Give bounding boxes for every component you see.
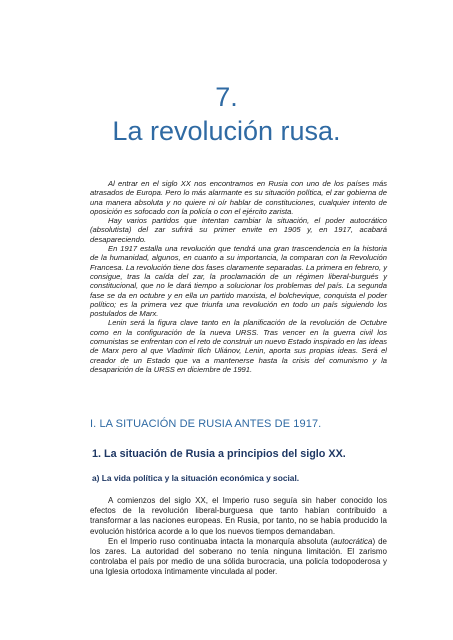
heading-level-2: a) La vida política y la situación económica y social. (92, 473, 300, 483)
chapter-number: 7. (215, 82, 238, 112)
heading-level-1: 1. La situación de Rusia a principios del siglo XX. (92, 448, 346, 460)
intro-paragraph: Al entrar en el siglo XX nos encontramos en Rusia con uno de los países más atrasados de Europa. Pero lo más alarmante es su situación política, el zar gobierna de una manera absoluta y no quiere ni oír hablar de constituciones, cualquier intento de oposición es sofocado con la policía o con el ejército zarista. (90, 179, 387, 216)
body-text-run: ) de los zares. La autoridad del soberano no tenía ninguna limitación. El zarismo controlaba el país por medio de una sólida burocracia, una policía todopoderosa y una Iglesia ortodoxa íntimamente vinculada al poder. (90, 536, 387, 577)
intro-paragraph: En 1917 estalla una revolución que tendrá una gran trascendencia en la historia de la humanidad, algunos, en cuanto a su importancia, la comparan con la Revolución Francesa. La revolución tiene dos fases claramente separadas. La primera en febrero, y consigue, tras la caída del zar, la proclamación de un régimen liberal-burgués y constitucional, que no le dará tiempo a solucionar los problemas del país. La segunda fase se da en octubre y en ella un partido marxista, el bolchevique, conquista el poder político; es la primera vez que triunfa una revolución en todo un país siguiendo los postulados de Marx. (90, 244, 387, 319)
intro-block (90, 179, 387, 374)
body-text-italic: autocrática (333, 536, 373, 546)
chapter-title: La revolución rusa. (112, 116, 341, 146)
section-title: I. LA SITUACIÓN DE RUSIA ANTES DE 1917. (90, 418, 322, 430)
intro-paragraph: Lenin será la figura clave tanto en la planificación de la revolución de Octubre como en la configuración de la nueva URSS. Tras vencer en la guerra civil los comunistas se enfrentan con el reto de construir un nuevo Estado inspirado en las ideas de Marx pero al que Vladimir Ilich Uliánov, Lenin, aporta sus propias ideas. Será el creador de un Estado que va a mantenerse hasta la crisis del comunismo y la desaparición de la URSS en diciembre de 1991. (90, 318, 387, 374)
body-text (90, 496, 387, 578)
intro-paragraph: Hay varios partidos que intentan cambiar la situación, el poder autocrático (absolutista) del zar sufrirá su primer envite en 1905 y, en 1917, acabará desapareciendo. (90, 216, 387, 244)
body-paragraph: A comienzos del siglo XX, el Imperio ruso seguía sin haber conocido los efectos de la revolución liberal-burguesa que tanto habían contribuido a transformar a las naciones europeas. En Rusia, por tanto, no se había producido la evolución histórica acorde a lo que los nuevos tiempos demandaban. (90, 496, 387, 536)
body-text-run: En el Imperio ruso continuaba intacta la monarquía absoluta ( (108, 536, 334, 546)
body-paragraph (90, 537, 387, 578)
